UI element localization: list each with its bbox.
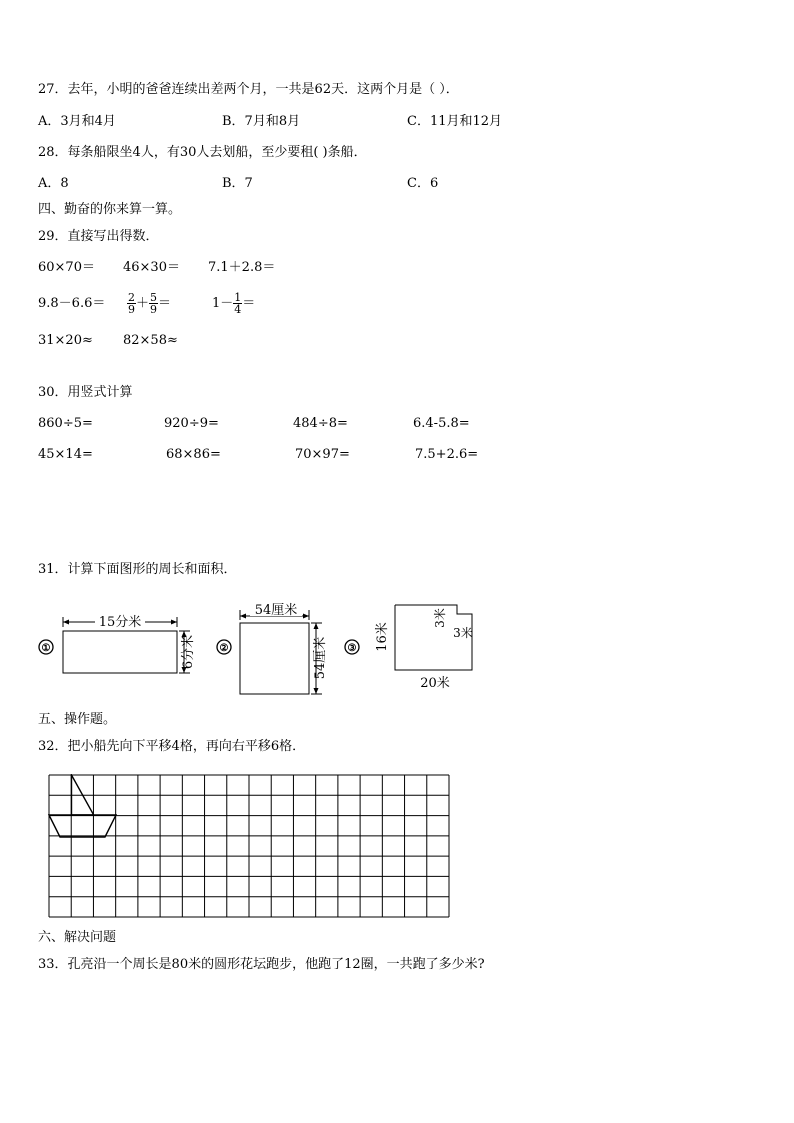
- q31-figures: [30, 596, 490, 700]
- figure-marker: ①: [41, 643, 51, 654]
- q28-option-a: A．8: [38, 176, 69, 191]
- q29-item: 31×20≈: [38, 333, 93, 348]
- q30-item: 920÷9=: [164, 416, 219, 431]
- figure-1-rectangle: [39, 614, 196, 673]
- section5-title: 五、操作题。: [38, 712, 117, 727]
- notch-horizontal-label: 3米: [453, 626, 473, 640]
- q29-item: 9.8－6.6＝: [38, 296, 106, 311]
- q29-item: 46×30＝: [123, 260, 180, 275]
- boat-hull: [49, 815, 116, 837]
- bottom-side-label: 20米: [420, 676, 450, 691]
- whole-part: 1－: [212, 296, 234, 311]
- q29-fraction-sum: [127, 289, 171, 319]
- q33-stem: 33．孔亮沿一个周长是80米的圆形花坛跑步，他跑了12圈，一共跑了多少米?: [38, 957, 485, 972]
- q30-item: 860÷5=: [38, 416, 93, 431]
- q29-item: 7.1＋2.8＝: [208, 260, 276, 275]
- q30-item: 7.5+2.6=: [415, 447, 479, 462]
- notch-vertical-label: 3米: [433, 608, 447, 628]
- q29-stem: 29．直接写出得数．: [38, 229, 159, 244]
- q32-stem: 32．把小船先向下平移4格，再向右平移6格．: [38, 739, 306, 754]
- width-label: 15分米: [98, 615, 142, 630]
- left-side-label: 16米: [375, 622, 390, 652]
- q29-item: 60×70＝: [38, 260, 95, 275]
- q27-stem: 27．去年，小明的爸爸连续出差两个月，一共是62天．这两个月是（ ）．: [38, 82, 459, 97]
- height-label: 54厘米: [313, 636, 328, 680]
- q28-option-b: B．7: [222, 176, 253, 191]
- equals-sign: ＝: [158, 296, 172, 311]
- section4-title: 四、勤奋的你来算一算。: [38, 202, 182, 217]
- plus-sign: ＋: [136, 296, 150, 311]
- q30-item: 45×14=: [38, 447, 93, 462]
- q30-item: 68×86=: [166, 447, 221, 462]
- q27-option-b: B．7月和8月: [222, 114, 301, 129]
- fraction: $\frac{5}{9}$: [150, 291, 158, 316]
- grid-lines: [49, 775, 449, 917]
- q27-option-c: C．11月和12月: [407, 114, 503, 129]
- figure-marker: ③: [347, 643, 357, 654]
- figure-3-notched-shape: [345, 605, 473, 691]
- height-label: 6分米: [181, 634, 196, 670]
- q28-stem: 28．每条船限坐4人，有30人去划船，至少要租( )条船．: [38, 145, 367, 160]
- q29-item: 82×58≈: [123, 333, 178, 348]
- figure-2-square: [217, 601, 328, 694]
- q29-fraction-diff: [212, 289, 255, 319]
- fraction: $\frac{2}{9}$: [128, 291, 135, 316]
- q32-grid: [48, 774, 452, 920]
- q30-item: 484÷8=: [293, 416, 348, 431]
- q31-stem: 31．计算下面图形的周长和面积．: [38, 562, 237, 577]
- section6-title: 六、解决问题: [38, 930, 117, 945]
- width-label: 54厘米: [254, 603, 298, 618]
- square-shape: [240, 623, 309, 694]
- equals-sign: ＝: [242, 296, 256, 311]
- q27-option-a: A．3月和4月: [38, 114, 116, 129]
- rectangle-shape: [63, 631, 177, 673]
- boat: [49, 775, 116, 837]
- figure-marker: ②: [219, 643, 229, 654]
- q30-item: 6.4-5.8=: [413, 416, 470, 431]
- q28-option-c: C．6: [407, 176, 439, 191]
- q30-stem: 30．用竖式计算: [38, 385, 133, 400]
- fraction: $\frac{1}{4}$: [234, 291, 242, 316]
- q30-item: 70×97=: [295, 447, 350, 462]
